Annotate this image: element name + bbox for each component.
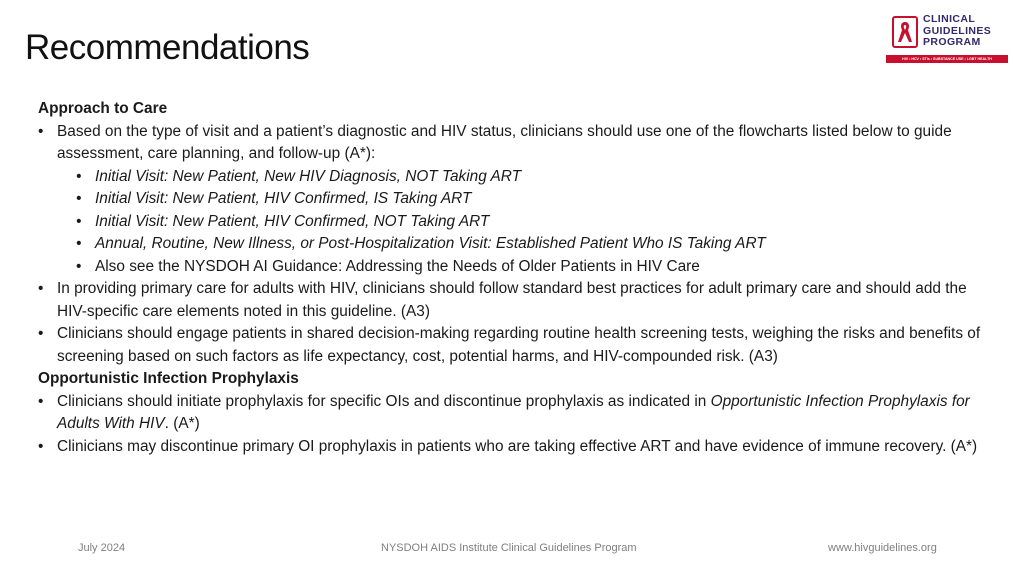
oi-bullet-discontinue: • Clinicians may discontinue primary OI prophylaxis in patients who are taking effective ART and have evidence of immune recovery. (A*) (38, 436, 998, 459)
flowchart-item-1: • Initial Visit: New Patient, New HIV Diagnosis, NOT Taking ART (38, 166, 998, 189)
oi-bullet-initiate (38, 391, 998, 436)
recommendations-body (38, 98, 998, 458)
oi-heading: Opportunistic Infection Prophylaxis (38, 370, 299, 387)
flowchart-item-3: • Initial Visit: New Patient, HIV Confirmed, NOT Taking ART (38, 211, 998, 234)
oi-bullet-initiate-rating: . (A*) (164, 415, 200, 432)
approach-bullet-primary-care: • In providing primary care for adults with HIV, clinicians should follow standard best practices for adult primary care and should add the HIV-specific care elements noted in this guideline. (A3) (38, 278, 998, 323)
approach-heading: Approach to Care (38, 100, 168, 117)
footer-url: www.hivguidelines.org (828, 542, 937, 554)
flowchart-item-4: • Annual, Routine, New Illness, or Post-Hospitalization Visit: Established Patient Who IS Taking ART (38, 233, 998, 256)
slide-title: Recommendations (25, 28, 310, 67)
approach-bullet-flowcharts: • Based on the type of visit and a patient’s diagnostic and HIV status, clinicians should use one of the flowcharts listed below to guide assessment, care planning, and follow-up (A*): (38, 121, 998, 166)
logo-tagline: HIV • HCV • STIs • SUBSTANCE USE • LGBT HEALTH (886, 55, 1008, 63)
clinical-guidelines-logo (886, 14, 1008, 64)
logo-line-program: PROGRAM (923, 36, 981, 48)
oi-guideline-title: Opportunistic Infection Prophylaxis for Adults With HIV (57, 392, 970, 432)
older-patients-guidance-item: • Also see the NYSDOH AI Guidance: Addressing the Needs of Older Patients in HIV Care (38, 256, 998, 279)
footer-date: July 2024 (78, 542, 126, 554)
approach-bullet-screening: • Clinicians should engage patients in shared decision-making regarding routine health screening tests, weighing the risks and benefits of screening based on such factors as life expectancy, cost, potential harms, and HIV-compounded risk. (A3) (38, 323, 998, 368)
logo-line-clinical: CLINICAL (923, 13, 976, 25)
logo-line-guidelines: GUIDELINES (923, 24, 992, 37)
footer-program: NYSDOH AIDS Institute Clinical Guidelines Program (381, 542, 637, 554)
red-ribbon-icon (892, 16, 918, 48)
oi-bullet-initiate-text: Clinicians should initiate prophylaxis for specific OIs and discontinue prophylaxis as indicated in (57, 392, 711, 410)
flowchart-item-2: • Initial Visit: New Patient, HIV Confirmed, IS Taking ART (38, 188, 998, 211)
